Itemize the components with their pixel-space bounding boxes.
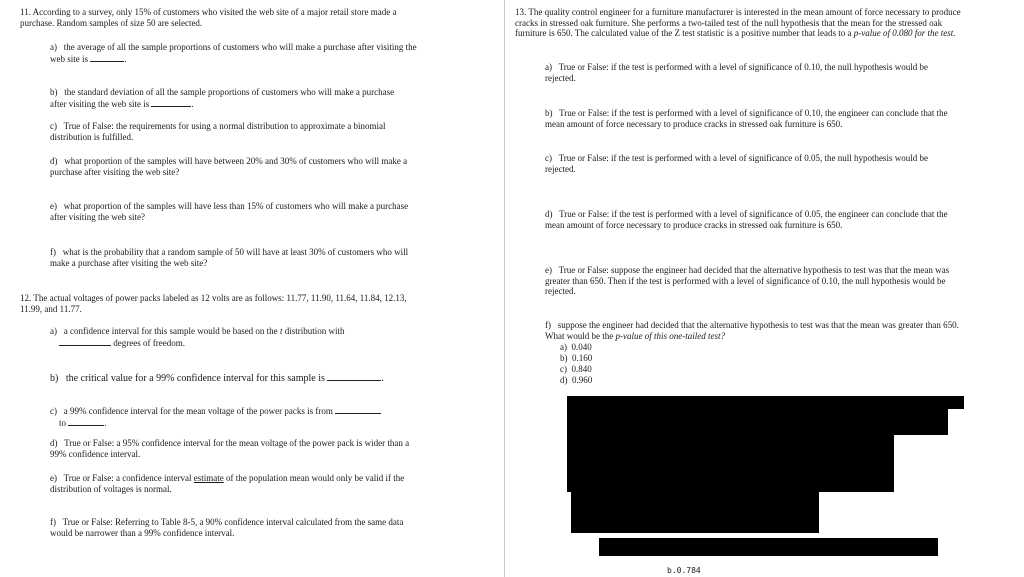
option-c[interactable]: c) 0.840 (560, 364, 592, 374)
answer-fragment: b.0.784 (667, 566, 701, 575)
redaction-bar (567, 408, 948, 435)
redaction-bar (571, 490, 819, 533)
answer-blank[interactable] (59, 337, 111, 346)
answer-blank[interactable] (90, 53, 124, 62)
option-a[interactable]: a) 0.040 (560, 342, 592, 352)
redaction-bar (599, 538, 938, 556)
q13-part-a: a) True or False: if the test is performed with a level of significance of 0.10, the null hypothesis would be rejected. (545, 62, 928, 83)
answer-blank[interactable] (327, 372, 381, 381)
question-11: 11. According to a survey, only 15% of customers who visited the web site of a major retail store made a purchase. Random samples of size 50 are selected. (20, 7, 397, 28)
q12-part-c: c) a 99% confidence interval for the mean voltage of the power packs is from to . (50, 405, 420, 428)
q13-part-f: f) suppose the engineer had decided that the alternative hypothesis to test was that the mean was greater than 650. What would be the p-value of this one-tailed test? (545, 320, 959, 341)
left-page (0, 0, 505, 577)
q12-part-b: b) the critical value for a 99% confidence interval for this sample is . (50, 373, 384, 384)
q13-part-b: b) True or False: if the test is performed with a level of significance of 0.10, the engineer can conclude that the mean amount of force necessary to produce cracks in stressed oak furniture is 650. (545, 108, 948, 129)
q12-part-a: a) a confidence interval for this sample would be based on the t distribution with degrees of freedom. (50, 326, 345, 348)
answer-blank[interactable] (68, 417, 104, 426)
answer-blank[interactable] (335, 405, 381, 414)
redaction-bar (567, 434, 894, 492)
question-12: 12. The actual voltages of power packs labeled as 12 volts are as follows: 11.77, 11.90, 11.64, 11.84, 12.13, 11.99, and 11.77. (20, 293, 407, 314)
q13-part-c: c) True or False: if the test is performed with a level of significance of 0.05, the null hypothesis would be rejected. (545, 153, 928, 174)
q12-part-e: e) True or False: a confidence interval estimate of the population mean would only be valid if the distribution of voltages is normal. (50, 473, 405, 494)
q11-part-b: b) the standard deviation of all the sample proportions of customers who will make a purchase after visiting the web site is . (50, 87, 395, 109)
answer-blank[interactable] (151, 98, 191, 107)
q11-part-a: a) the average of all the sample proportions of customers who will make a purchase after visiting the web site is . (50, 42, 417, 64)
q11-part-f: f) what is the probability that a random sample of 50 will have at least 30% of customers who will make a purchase after visiting the web site? (50, 247, 409, 268)
right-page (505, 0, 1024, 577)
q13-part-d: d) True or False: if the test is performed with a level of significance of 0.05, the engineer can conclude that the mean amount of force necessary to produce cracks in stressed oak furniture is 650. (545, 209, 948, 230)
question-13: 13. The quality control engineer for a furniture manufacturer is interested in the mean amount of force necessary to produce cracks in stressed oak furniture. She performs a two-tailed test of the null hypothesis that the mean for the stressed oak furniture is 650. The calculated value of the Z test statistic is a positive number that leads to a p-value of 0.080 for the test. (515, 7, 961, 38)
q12-part-d: d) True or False: a 95% confidence interval for the mean voltage of the power pack is wider than a 99% confidence interval. (50, 438, 410, 459)
q13-part-e: e) True or False: suppose the engineer had decided that the alternative hypothesis to test was that the mean was greater than 650. Then if the test is performed with a level of significance of 0.10, the null hypothesis would be rejected. (545, 265, 950, 296)
q12-part-f: f) True or False: Referring to Table 8-5, a 90% confidence interval calculated from the same data would be narrower than a 99% confidence interval. (50, 517, 404, 538)
option-d[interactable]: d) 0.960 (560, 375, 593, 385)
q11-part-c: c) True of False: the requirements for using a normal distribution to approximate a binomial distribution is fulfilled. (50, 121, 386, 142)
q11-part-d: d) what proportion of the samples will have between 20% and 30% of customers who will make a purchase after visiting the web site? (50, 156, 408, 177)
option-b[interactable]: b) 0.160 (560, 353, 593, 363)
q11-part-e: e) what proportion of the samples will have less than 15% of customers who will make a purchase after visiting the web site? (50, 201, 409, 222)
